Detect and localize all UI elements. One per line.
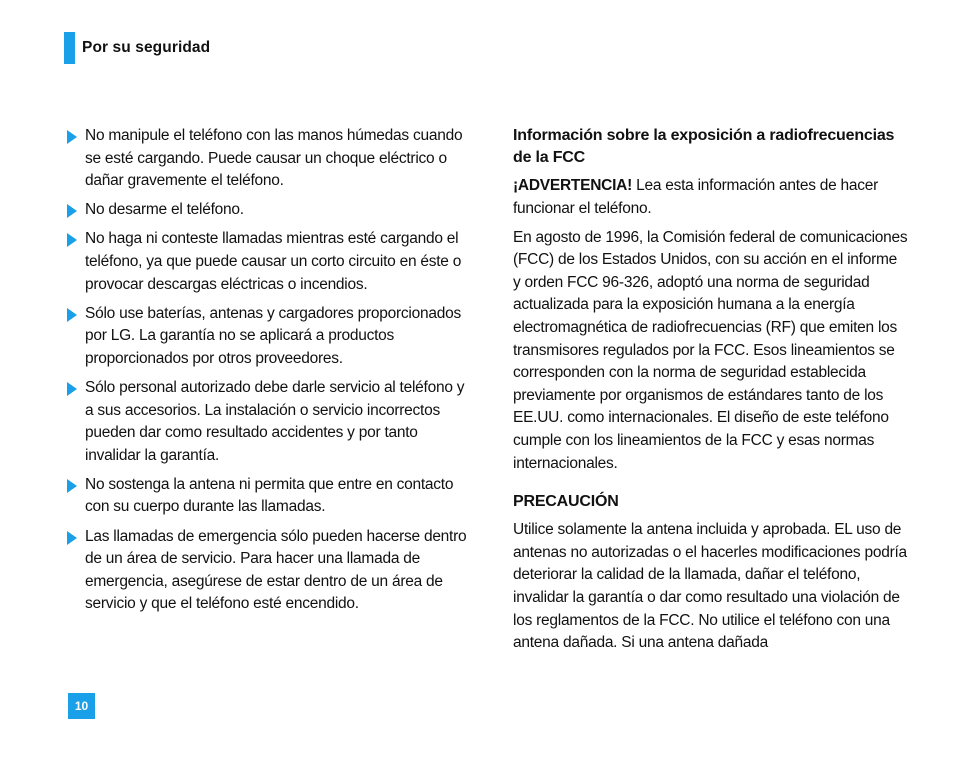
list-item	[67, 125, 467, 193]
triangle-right-icon	[67, 308, 77, 322]
list-item-text: Sólo use baterías, antenas y cargadores proporcionados por LG. La garantía no se aplicará a productos proporcionados por otros proveedores.	[85, 304, 461, 367]
warning-paragraph	[513, 175, 908, 220]
list-item	[67, 526, 467, 616]
header-accent-bar	[64, 32, 75, 64]
section-title: Por su seguridad	[82, 39, 211, 56]
left-column	[67, 125, 467, 622]
list-item-text: No desarme el teléfono.	[85, 201, 244, 219]
triangle-right-icon	[67, 531, 77, 545]
list-item	[67, 199, 467, 222]
warning-label: ¡ADVERTENCIA!	[513, 177, 633, 194]
list-item	[67, 474, 467, 519]
triangle-right-icon	[67, 130, 77, 144]
page-number: 10	[68, 693, 95, 719]
list-item-text: No manipule el teléfono con las manos húmedas cuando se esté cargando. Puede causar un choque eléctrico o dañar gravemente el teléfono.	[85, 127, 463, 190]
list-item-text: Sólo personal autorizado debe darle servicio al teléfono y a sus accesorios. La instalación o servicio incorrectos pueden dar como resultado accidentes y por tanto invalidar la garantía.	[85, 378, 465, 464]
caution-paragraph: Utilice solamente la antena incluida y aprobada. EL uso de antenas no autorizadas o el hacerles modificaciones podría deteriorar la calidad de la llamada, dañar el teléfono, invalidar la garantía o dar como resultado una violación de los reglamentos de la FCC. No utilice el teléfono con una antena dañada. Si una antena dañada	[513, 521, 907, 652]
list-item	[67, 303, 467, 371]
list-item	[67, 228, 467, 296]
page-header	[64, 32, 210, 64]
caution-heading: PRECAUCIÓN	[513, 493, 619, 511]
list-item-text: No sostenga la antena ni permita que entre en contacto con su cuerpo durante las llamadas.	[85, 475, 454, 516]
fcc-paragraph: En agosto de 1996, la Comisión federal de comunicaciones (FCC) de los Estados Unidos, con su acción en el informe y orden FCC 96-326, adoptó una norma de seguridad actualizada para la exposición humana a la energía electromagnética de radiofrecuencias (RF) que emiten los transmisores regulados por la FCC. Esos lineamientos se corresponden con la norma de seguridad establecida previamente por organismos de estándares tanto de los EE.UU. como internacionales. El diseño de este teléfono cumple con los lineamientos de la FCC y esas normas internacionales.	[513, 228, 908, 472]
fcc-rf-heading: Información sobre la exposición a radiofrecuencias de la FCC	[513, 127, 895, 166]
warning-text: Lea esta información antes de hacer funcionar el teléfono.	[513, 177, 879, 217]
list-item-text: No haga ni conteste llamadas mientras esté cargando el teléfono, ya que puede causar un corto circuito en éste o provocar descargas eléctricas o incendios.	[85, 230, 462, 293]
right-column	[513, 125, 908, 661]
triangle-right-icon	[67, 382, 77, 396]
list-item	[67, 377, 467, 467]
triangle-right-icon	[67, 233, 77, 247]
triangle-right-icon	[67, 204, 77, 218]
list-item-text: Las llamadas de emergencia sólo pueden hacerse dentro de un área de servicio. Para hacer una llamada de emergencia, asegúrese de estar dentro de un área de servicio y que el teléfono esté encendido.	[85, 527, 467, 613]
triangle-right-icon	[67, 479, 77, 493]
